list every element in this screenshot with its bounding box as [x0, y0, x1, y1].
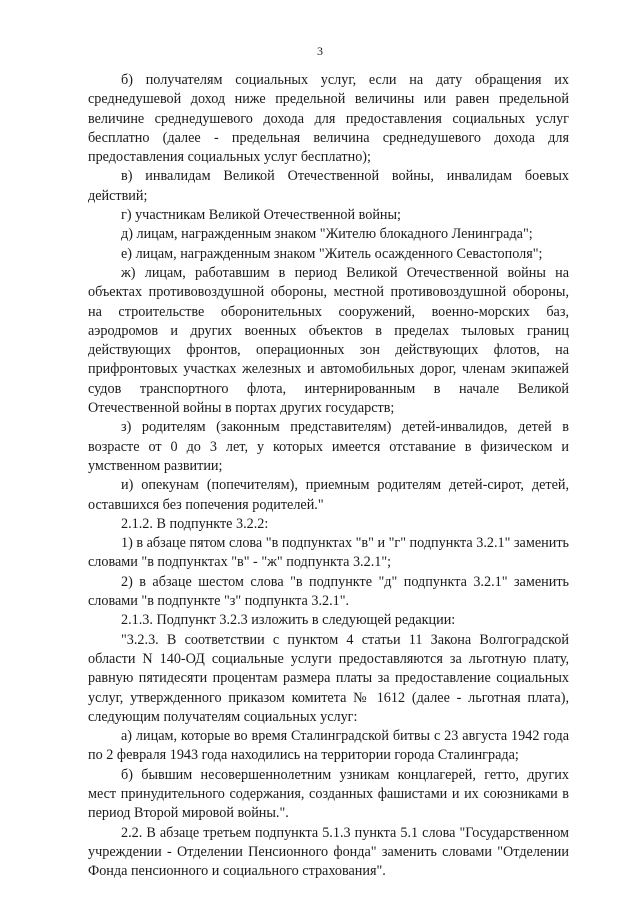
- paragraph-2-1-2-item-1: 1) в абзаце пятом слова "в подпунктах "в" и "г" подпункта 3.2.1" заменить словами "в подпунктах "в" - "ж" подпункта 3.2.1";: [88, 535, 569, 571]
- paragraph-3-2-3-b: б) бывшим несовершеннолетним узникам концлагерей, гетто, других мест принудительного содержания, созданных фашистами и их союзниками в период Второй мировой войны.".: [88, 766, 569, 822]
- document-body: [88, 71, 569, 881]
- paragraph-2-1-2-item-2: 2) в абзаце шестом слова "в подпункте "д" подпункта 3.2.1" заменить словами "в подпункте "з" подпункта 3.2.1".: [88, 573, 569, 610]
- paragraph-2-2: 2.2. В абзаце третьем подпункта 5.1.3 пункта 5.1 слова "Государственном учреждении - Отделении Пенсионного фонда" заменить словами "Отделении Фонда пенсионного и социального страхования".: [88, 824, 569, 880]
- paragraph-d: д) лицам, награжденным знаком "Жителю блокадного Ленинграда";: [121, 226, 533, 243]
- paragraph-z: з) родителям (законным представителям) детей-инвалидов, детей в возрасте от 0 до 3 лет, у которых имеется отставание в физическом и умственном развитии;: [88, 419, 569, 474]
- paragraph-i: и) опекунам (попечителям), приемным родителям детей-сирот, детей, оставшихся без попечения родителей.": [88, 477, 569, 513]
- paragraph-zh: ж) лицам, работавшим в период Великой Отечественной войны на объектах противовоздушной обороны, местной противовоздушной обороны, на строительстве оборонительных сооружений, военно-морских баз, аэродромов и других военных объектов в пределах тыловых границ действующих фронтов, операционных зон действующих флотов, на прифронтовых участках железных и автомобильных дорог, членам экипажей судов транспортного флота, интернированным в начале Великой Отечественной войны в портах других государств;: [88, 264, 569, 417]
- paragraph-3-2-3: "3.2.3. В соответствии с пунктом 4 статьи 11 Закона Волгоградской области N 140-ОД социальные услуги предоставляются за льготную плату, равную пятидесяти процентам размера платы за предоставление социальных услуг, утвержденного приказом комитета № 1612 (далее - льготная плата), следующим получателям социальных услуг:: [88, 631, 569, 725]
- page-number: 3: [317, 44, 323, 58]
- paragraph-g: г) участникам Великой Отечественной войны;: [121, 207, 401, 224]
- paragraph-2-1-2: 2.1.2. В подпункте 3.2.2:: [121, 515, 269, 532]
- paragraph-e: е) лицам, награжденным знаком "Житель осажденного Севастополя";: [121, 245, 543, 262]
- paragraph-3-2-3-a: а) лицам, которые во время Сталинградской битвы с 23 августа 1942 года по 2 февраля 1943 года находились на территории города Сталинграда;: [88, 728, 569, 764]
- paragraph-b: б) получателям социальных услуг, если на дату обращения их среднедушевой доход ниже предельной величины или равен предельной величине среднедушевого дохода для предоставления социальных услуг бесплатно (далее - предельная величина среднедушевого дохода для предоставления социальных услуг бесплатно);: [88, 72, 569, 166]
- paragraph-2-1-3: 2.1.3. Подпункт 3.2.3 изложить в следующей редакции:: [121, 612, 456, 629]
- paragraph-v: в) инвалидам Великой Отечественной войны, инвалидам боевых действий;: [88, 168, 569, 204]
